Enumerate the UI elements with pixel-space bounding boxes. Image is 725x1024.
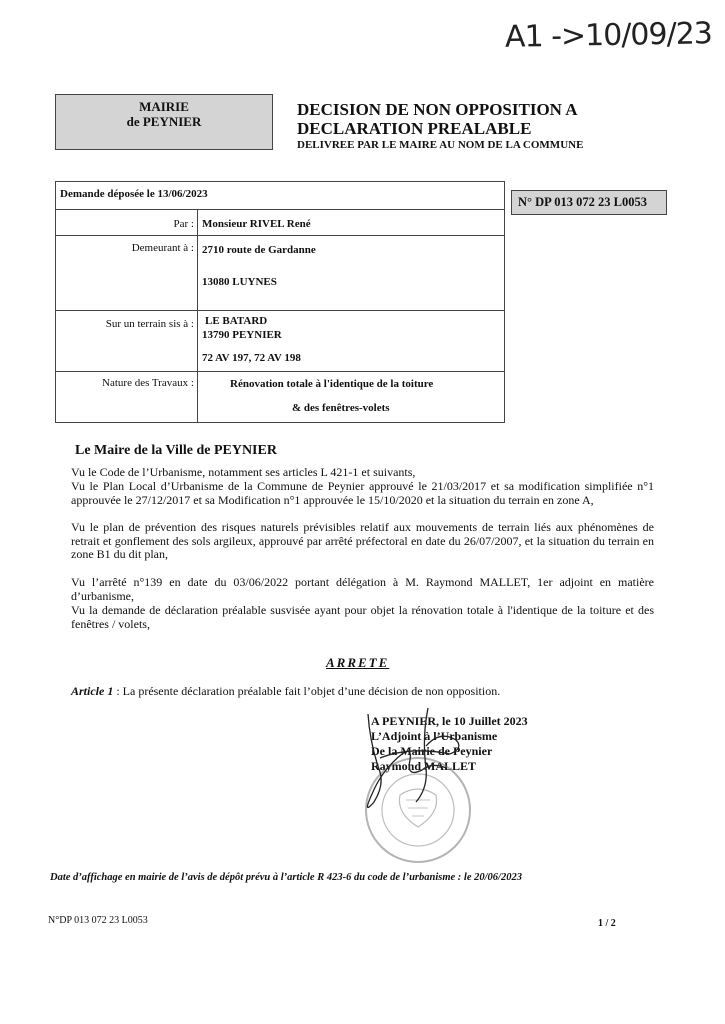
decision-title-line1: DECISION DE NON OPPOSITION A [297, 100, 578, 119]
vu-plu: Vu le Plan Local d’Urbanisme de la Commune de Peynier approuvé le 21/03/2017 et sa modification simplifiée n°1 approuvée le 27/12/2017 et sa Modification n°1 approuvée le 15/10/2020 et la situation du terrain en zone A, [71, 479, 654, 507]
nature-line2: & des fenêtres-volets [292, 402, 390, 414]
nature-label: Nature des Travaux : [102, 377, 194, 389]
terrain-line2: 13790 PEYNIER [202, 329, 282, 341]
stamp-and-signature [340, 700, 520, 870]
nature-line1: Rénovation totale à l'identique de la toiture [230, 378, 434, 390]
terrain-label: Sur un terrain sis à : [105, 318, 194, 330]
form-box [55, 181, 505, 423]
demande-date: Demande déposée le 13/06/2023 [60, 188, 208, 200]
footer-reference: N°DP 013 072 23 L0053 [48, 915, 148, 926]
article-1 [71, 684, 500, 699]
decision-title-line2: DECLARATION PREALABLE [297, 119, 532, 138]
vu-arrete-delegation: Vu l’arrêté n°139 en date du 03/06/2022 portant délégation à M. Raymond MALLET, 1er adjoint en matière d’urbanisme, [71, 575, 654, 603]
arrete-heading: ARRETE [326, 655, 390, 670]
dp-number: N° DP 013 072 23 L0053 [511, 190, 667, 215]
page-number: 1 / 2 [598, 918, 616, 929]
decision-title [297, 100, 578, 138]
signatory-title: L’Adjoint à l’Urbanisme [371, 729, 498, 743]
par-label: Par : [173, 218, 194, 230]
vu-pprn: Vu le plan de prévention des risques naturels prévisibles relatif aux mouvements de terrain liés aux phénomènes de retrait et gonflement des sols argileux, approuvé par arrêté préfectoral en date du 26/07/2007, et la situation du terrain en zone B1 du dit plan, [71, 520, 654, 562]
demeurant-label: Demeurant à : [131, 242, 194, 254]
place-date: A PEYNIER, le 10 Juillet 2023 [371, 714, 528, 728]
mairie-line1: MAIRIE [139, 99, 189, 114]
handwritten-annotation: A1 ->10/09/23 [504, 16, 713, 55]
signatory-office: De la Mairie de Peynier [371, 744, 493, 758]
mairie-box [55, 94, 273, 150]
column-divider [197, 209, 198, 422]
article-text: : La présente déclaration préalable fait l’objet d’une décision de non opposition. [113, 684, 501, 698]
mairie-line2: de PEYNIER [126, 114, 202, 129]
divider [56, 371, 504, 372]
terrain-line1: LE BATARD [205, 315, 268, 327]
divider [56, 235, 504, 236]
maire-heading: Le Maire de la Ville de PEYNIER [75, 443, 277, 458]
article-label: Article 1 [71, 684, 114, 698]
par-value: Monsieur RIVEL René [202, 218, 311, 230]
signatory-name: Raymond MALLET [371, 759, 477, 773]
address-line1: 2710 route de Gardanne [202, 244, 316, 256]
vu-demande: Vu la demande de déclaration préalable susvisée ayant pour objet la rénovation totale à l'identique de la toiture et des fenêtres / volets, [71, 603, 654, 631]
vu-code-urbanisme: Vu le Code de l’Urbanisme, notamment ses articles L 421-1 et suivants, [71, 465, 416, 479]
decision-subtitle: DELIVREE PAR LE MAIRE AU NOM DE LA COMMUNE [297, 139, 584, 151]
affichage-date: Date d’affichage en mairie de l’avis de dépôt prévu à l’article R 423-6 du code de l’urbanisme : le 20/06/2023 [50, 872, 522, 883]
official-stamp [366, 758, 470, 862]
address-line2: 13080 LUYNES [202, 276, 277, 288]
terrain-parcels: 72 AV 197, 72 AV 198 [202, 352, 301, 364]
divider [56, 310, 504, 311]
divider [56, 209, 504, 210]
